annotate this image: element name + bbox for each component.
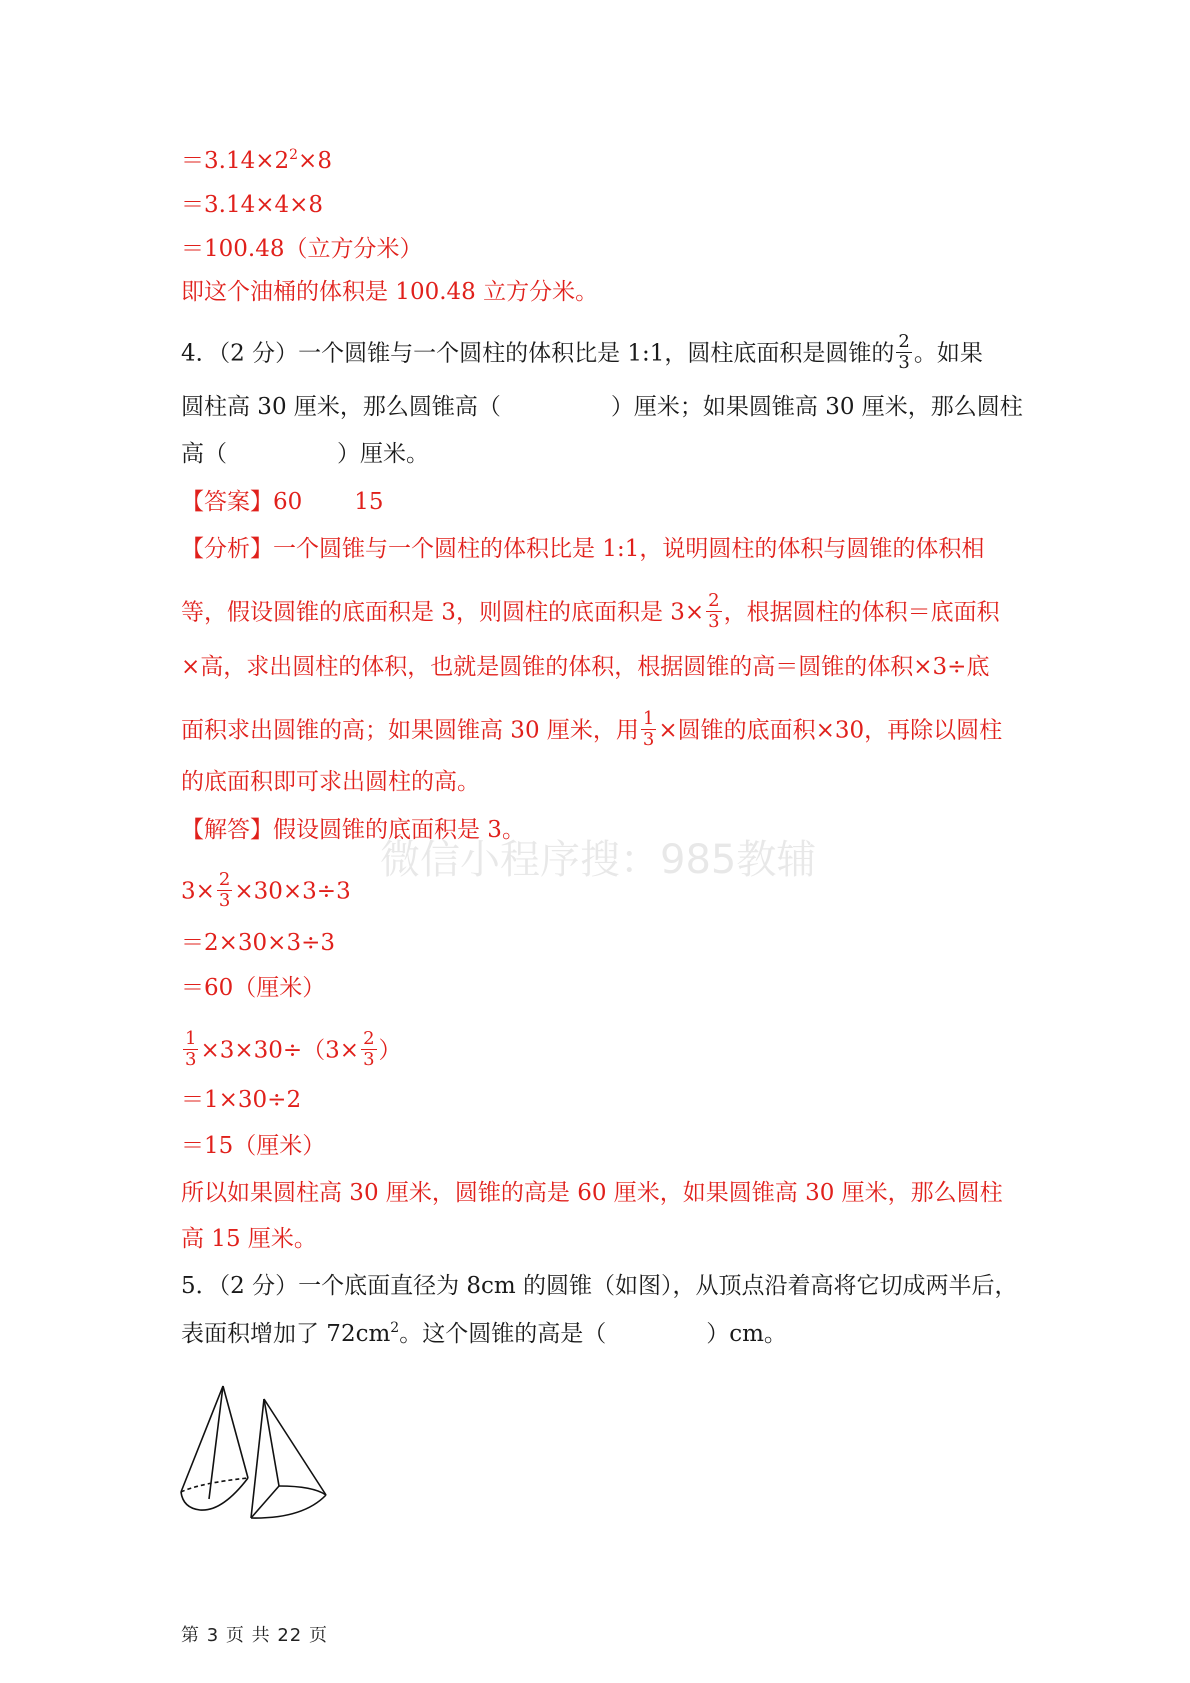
- half-cone-right: [251, 1399, 326, 1518]
- solution-line: 【解答】假设圆锥的底面积是 3。: [181, 817, 525, 843]
- half-cone-left: [181, 1386, 248, 1510]
- fraction: $\frac{1}{3}$: [642, 708, 655, 750]
- analysis-line: 等，假设圆锥的底面积是 3，则圆柱的底面积是 3× $\frac{2}{3}$ ，根据圆柱的体积＝底面积: [181, 590, 1000, 632]
- question-4-line-2: 圆柱高 30 厘米，那么圆锥高（ ）厘米；如果圆锥高 30 厘米，那么圆柱: [181, 394, 1023, 420]
- calc-line: 3× $\frac{2}{3}$ ×30×3÷3: [181, 869, 351, 911]
- calc-line: ＝100.48（立方分米）: [181, 236, 423, 262]
- question-5-line-2: 表面积增加了 $72cm^2$。这个圆锥的高是（ ）cm。: [181, 1320, 787, 1347]
- watermark: 微信小程序搜：985教辅: [380, 837, 817, 883]
- fraction: $\frac{2}{3}$: [363, 1028, 375, 1070]
- page-footer: 第 3 页 共 22 页: [181, 1625, 328, 1646]
- calc-line: ＝1×30÷2: [181, 1087, 302, 1113]
- calc-line: ＝3.14×4×8: [181, 192, 324, 218]
- question-4-line-3: 高（ ）厘米。: [181, 441, 429, 467]
- fraction: $\frac{2}{3}$: [898, 331, 910, 373]
- calc-line: ＝15（厘米）: [181, 1133, 326, 1159]
- cone-figure: [178, 1382, 330, 1522]
- question-5: 5．（2 分）一个底面直径为 8cm 的圆锥（如图），从顶点沿着高将它切成两半后，: [181, 1273, 1018, 1299]
- analysis-line: 面积求出圆锥的高；如果圆锥高 30 厘米，用 $\frac{1}{3}$ ×圆锥的底面积×30，再除以圆柱: [181, 708, 1003, 750]
- analysis-line: ×高，求出圆柱的体积，也就是圆锥的体积，根据圆锥的高＝圆锥的体积×3÷底: [181, 654, 990, 680]
- calc-line: ＝2×30×3÷3: [181, 930, 335, 956]
- calc-line: $=3.14\times 2^2\times 8$: [181, 147, 332, 174]
- fraction: $\frac{1}{3}$: [185, 1028, 197, 1070]
- calc-line: $\frac{1}{3}$ ×3×30÷（3× $\frac{2}{3}$ ）: [185, 1028, 402, 1070]
- analysis-line: 【分析】一个圆锥与一个圆柱的体积比是 1:1，说明圆柱的体积与圆锥的体积相: [181, 536, 985, 562]
- calc-line: ＝60（厘米）: [181, 975, 326, 1001]
- fraction: $\frac{2}{3}$: [218, 869, 231, 911]
- question-4: 4．（2 分）一个圆锥与一个圆柱的体积比是 1:1，圆柱底面积是圆锥的 $\frac{2}{3}$ 。如果: [181, 331, 983, 373]
- analysis-line: 的底面积即可求出圆柱的高。: [181, 769, 480, 795]
- final-line: 所以如果圆柱高 30 厘米，圆锥的高是 60 厘米，如果圆锥高 30 厘米，那么圆柱: [181, 1180, 1003, 1206]
- answer: 【答案】60 15: [181, 489, 384, 515]
- conclusion: 即这个油桶的体积是 100.48 立方分米。: [181, 279, 599, 305]
- fraction: $\frac{2}{3}$: [708, 590, 720, 632]
- final-line: 高 15 厘米。: [181, 1226, 317, 1252]
